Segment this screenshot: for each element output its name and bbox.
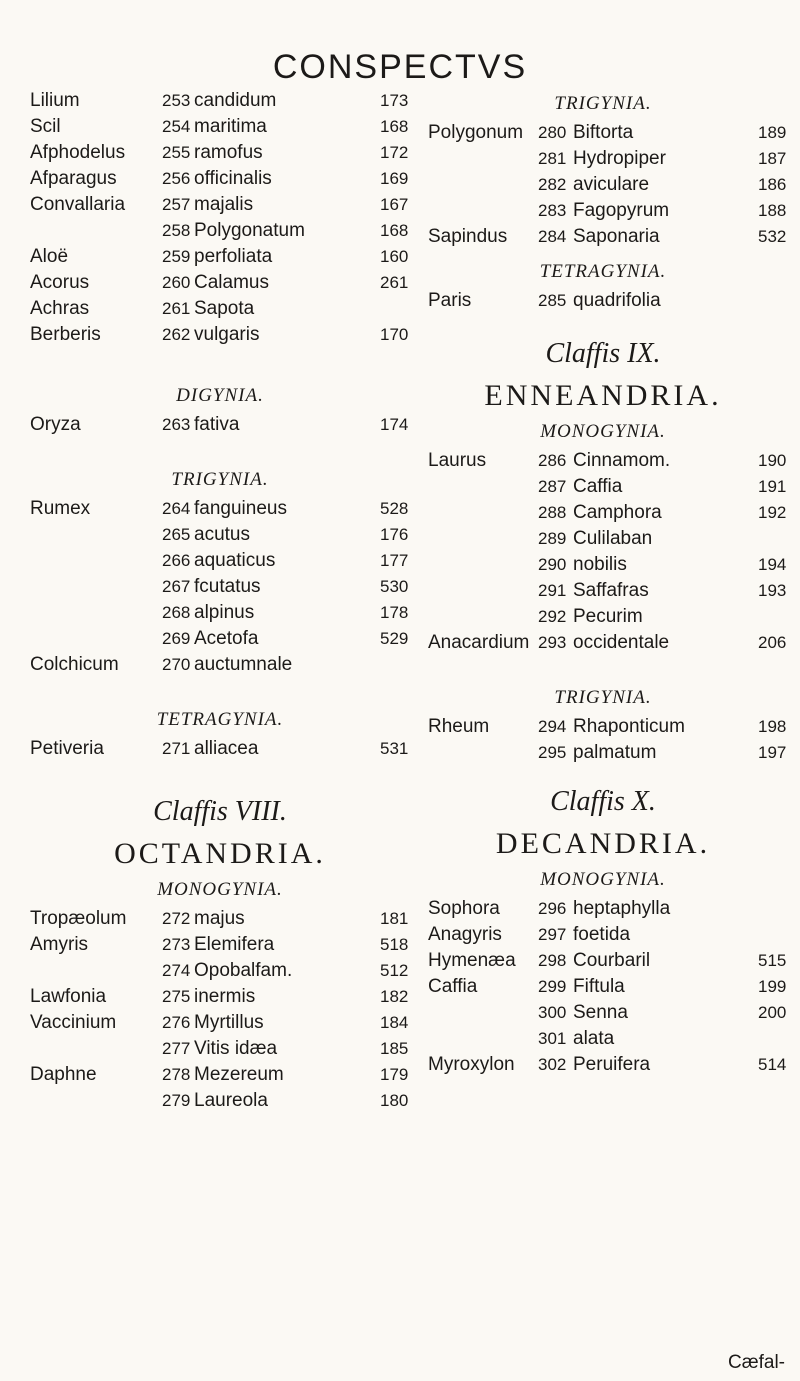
- species-name: Laureola: [194, 1090, 268, 1111]
- species-name: auctumnale: [194, 654, 293, 675]
- genus-name: Sophora: [428, 898, 500, 919]
- entry-row: [428, 1052, 787, 1078]
- species-name: acutus: [194, 524, 250, 545]
- page-number: 194: [758, 555, 787, 574]
- genus-name: Oryza: [30, 414, 81, 435]
- left-column: [30, 88, 410, 1114]
- entry-number: 290: [538, 555, 567, 574]
- entry-number: 267: [162, 577, 191, 596]
- entry-row: [30, 496, 410, 522]
- page-number: 518: [380, 935, 409, 954]
- species-name: perfoliata: [194, 246, 273, 267]
- entry-number: 302: [538, 1055, 567, 1074]
- entry-row: [428, 224, 787, 250]
- entry-number: 301: [538, 1029, 567, 1048]
- species-name: Vitis idæa: [194, 1038, 278, 1059]
- entry-number: 284: [538, 227, 567, 246]
- species-name: Senna: [573, 1002, 628, 1023]
- entry-row: [428, 146, 787, 172]
- species-name: Calamus: [194, 272, 269, 293]
- genus-name: Colchicum: [30, 654, 119, 675]
- species-name: Pecurim: [573, 606, 643, 627]
- entry-number: 265: [162, 525, 191, 544]
- entry-row: [30, 958, 410, 984]
- page-number: 174: [380, 415, 409, 434]
- genus-name: Rumex: [30, 498, 91, 519]
- genus-name: Achras: [30, 298, 90, 319]
- species-name: fcutatus: [194, 576, 261, 597]
- page-header: CONSPECTVS: [272, 48, 528, 86]
- page-number: 531: [380, 739, 409, 758]
- entry-row: [30, 1010, 410, 1036]
- genus-name: Rheum: [428, 716, 490, 737]
- entry-row: [428, 172, 787, 198]
- page-number: 514: [758, 1055, 787, 1074]
- entry-row: [428, 714, 787, 740]
- page-number: 169: [380, 169, 409, 188]
- genus-name: Berberis: [30, 324, 101, 345]
- entry-row: [30, 1036, 410, 1062]
- species-name: vulgaris: [194, 324, 260, 345]
- spacer: [428, 314, 778, 332]
- page-number: 172: [380, 143, 409, 162]
- species-name: Elemifera: [194, 934, 275, 955]
- genus-name: Hymenæa: [428, 950, 516, 971]
- genus-name: Tropæolum: [30, 908, 127, 929]
- page-number: 180: [380, 1091, 409, 1110]
- section-heading: TETRAGYNIA.: [539, 261, 667, 282]
- entry-number: 255: [162, 143, 191, 162]
- entry-number: 259: [162, 247, 191, 266]
- entry-number: 253: [162, 91, 191, 110]
- page-number: 190: [758, 451, 787, 470]
- entry-row: [428, 526, 778, 552]
- page-number: 168: [380, 117, 409, 136]
- entry-row: [30, 548, 410, 574]
- species-name: alata: [573, 1028, 615, 1049]
- genus-name: Amyris: [30, 934, 89, 955]
- entry-row: [30, 412, 410, 438]
- species-name: Cinnamom.: [573, 450, 671, 471]
- entry-row: [428, 948, 787, 974]
- page-number: 182: [380, 987, 409, 1006]
- entry-number: 263: [162, 415, 191, 434]
- spacer: [428, 766, 778, 780]
- entry-number: 296: [538, 899, 567, 918]
- species-name: majalis: [194, 194, 254, 215]
- page-number: 528: [380, 499, 409, 518]
- entry-row: [30, 88, 410, 114]
- species-name: alliacea: [194, 738, 259, 759]
- species-name: candidum: [194, 90, 277, 111]
- species-name: aviculare: [573, 174, 650, 195]
- species-name: officinalis: [194, 168, 272, 189]
- page-number: 515: [758, 951, 787, 970]
- entry-number: 285: [538, 291, 567, 310]
- page-number: 197: [758, 743, 787, 762]
- entry-row: [428, 922, 778, 948]
- genus-name: Laurus: [428, 450, 487, 471]
- species-name: Courbaril: [573, 950, 651, 971]
- page-number: 199: [758, 977, 787, 996]
- entry-row: [30, 906, 410, 932]
- genus-name: Vaccinium: [30, 1012, 117, 1033]
- species-name: majus: [194, 908, 245, 929]
- species-name: quadrifolia: [573, 290, 661, 311]
- entry-number: 273: [162, 935, 191, 954]
- class-number-heading: Claffis IX.: [545, 338, 661, 369]
- entry-row: [428, 740, 787, 766]
- page-number: 167: [380, 195, 409, 214]
- entry-number: 269: [162, 629, 191, 648]
- species-name: alpinus: [194, 602, 255, 623]
- right-column: [428, 88, 787, 1078]
- section-heading: TRIGYNIA.: [554, 93, 652, 114]
- page-number: 200: [758, 1003, 787, 1022]
- entry-row: [428, 1000, 787, 1026]
- entry-number: 277: [162, 1039, 191, 1058]
- species-name: inermis: [194, 986, 256, 1007]
- entry-row: [30, 626, 410, 652]
- page-number: 185: [380, 1039, 409, 1058]
- genus-name: Paris: [428, 290, 472, 311]
- species-name: Culilaban: [573, 528, 653, 549]
- entry-row: [30, 1062, 410, 1088]
- page-number: 160: [380, 247, 409, 266]
- genus-name: Anagyris: [428, 924, 502, 945]
- species-name: palmatum: [573, 742, 657, 763]
- species-name: Caffia: [573, 476, 623, 497]
- genus-name: Sapindus: [428, 226, 508, 247]
- catchword: Cæfal-: [728, 1352, 786, 1373]
- species-name: occidentale: [573, 632, 670, 653]
- species-name: Sapota: [194, 298, 255, 319]
- entry-number: 275: [162, 987, 191, 1006]
- species-name: Polygonatum: [194, 220, 305, 241]
- entry-row: [428, 630, 787, 656]
- genus-name: Aloë: [30, 246, 69, 267]
- entry-number: 256: [162, 169, 191, 188]
- species-name: Opobalfam.: [194, 960, 293, 981]
- entry-row: [428, 198, 787, 224]
- entry-number: 254: [162, 117, 191, 136]
- species-name: Camphora: [573, 502, 662, 523]
- species-name: Fiftula: [573, 976, 625, 997]
- class-name-heading: OCTANDRIA.: [114, 837, 326, 870]
- species-name: maritima: [194, 116, 267, 137]
- page-number: 532: [758, 227, 787, 246]
- entry-row: [30, 736, 410, 762]
- spacer: [30, 678, 410, 704]
- page-number: 176: [380, 525, 409, 544]
- entry-number: 260: [162, 273, 191, 292]
- page-number: 179: [380, 1065, 409, 1084]
- entry-number: 281: [538, 149, 567, 168]
- entry-row: [428, 474, 787, 500]
- entry-number: 268: [162, 603, 191, 622]
- species-name: Myrtillus: [194, 1012, 264, 1033]
- entry-number: 274: [162, 961, 191, 980]
- class-number-heading: Claffis X.: [550, 786, 656, 817]
- entry-number: 272: [162, 909, 191, 928]
- entry-number: 289: [538, 529, 567, 548]
- section-heading: TETRAGYNIA.: [156, 709, 284, 730]
- entry-row: [428, 500, 787, 526]
- genus-name: Afparagus: [30, 168, 117, 189]
- genus-name: Petiveria: [30, 738, 104, 759]
- section-heading: MONOGYNIA.: [540, 869, 666, 890]
- entry-number: 276: [162, 1013, 191, 1032]
- genus-name: Afphodelus: [30, 142, 126, 163]
- page-number: 529: [380, 629, 409, 648]
- entry-number: 294: [538, 717, 567, 736]
- page-number: 177: [380, 551, 409, 570]
- species-name: Peruifera: [573, 1054, 651, 1075]
- entry-number: 266: [162, 551, 191, 570]
- entry-number: 286: [538, 451, 567, 470]
- species-name: Acetofa: [194, 628, 259, 649]
- genus-name: Acorus: [30, 272, 90, 293]
- page-number: 193: [758, 581, 787, 600]
- spacer: [30, 348, 410, 380]
- class-number-heading: Claffis VIII.: [153, 796, 287, 827]
- entry-row: [30, 932, 410, 958]
- entry-number: 262: [162, 325, 191, 344]
- species-name: fativa: [194, 414, 240, 435]
- entry-row: [30, 1088, 410, 1114]
- entry-row: [30, 166, 410, 192]
- entry-row: [30, 574, 410, 600]
- entry-number: 292: [538, 607, 567, 626]
- species-name: Saffafras: [573, 580, 649, 601]
- species-name: Biftorta: [573, 122, 634, 143]
- page-number: 168: [380, 221, 409, 240]
- page-number: 512: [380, 961, 409, 980]
- section-heading: TRIGYNIA.: [554, 687, 652, 708]
- page-number: 181: [380, 909, 409, 928]
- genus-name: Convallaria: [30, 194, 126, 215]
- section-heading: MONOGYNIA.: [157, 879, 283, 900]
- entry-row: [428, 974, 787, 1000]
- entry-row: [30, 322, 410, 348]
- species-name: fanguineus: [194, 498, 287, 519]
- class-name-heading: ENNEANDRIA.: [484, 379, 722, 412]
- class-name-heading: DECANDRIA.: [495, 827, 711, 860]
- page-number: 187: [758, 149, 787, 168]
- entry-row: [30, 600, 410, 626]
- species-name: Rhaponticum: [573, 716, 685, 737]
- genus-name: Polygonum: [428, 122, 524, 143]
- entry-row: [428, 896, 778, 922]
- page-number: 173: [380, 91, 409, 110]
- section-heading: DIGYNIA.: [176, 385, 264, 406]
- page-number: 530: [380, 577, 409, 596]
- entry-row: [30, 114, 410, 140]
- entry-row: [428, 604, 778, 630]
- page-number: 188: [758, 201, 787, 220]
- species-name: heptaphylla: [573, 898, 671, 919]
- page-number: 206: [758, 633, 787, 652]
- species-name: Hydropiper: [573, 148, 666, 169]
- entry-number: 298: [538, 951, 567, 970]
- entry-number: 258: [162, 221, 191, 240]
- entry-row: [428, 448, 787, 474]
- entry-row: [30, 244, 410, 270]
- page-number: 184: [380, 1013, 409, 1032]
- genus-name: Caffia: [428, 976, 478, 997]
- page-number: 186: [758, 175, 787, 194]
- species-name: Mezereum: [194, 1064, 284, 1085]
- genus-name: Lilium: [30, 90, 80, 111]
- entry-number: 279: [162, 1091, 191, 1110]
- species-name: Saponaria: [573, 226, 660, 247]
- page-number: 198: [758, 717, 787, 736]
- entry-number: 261: [162, 299, 191, 318]
- page-number: 192: [758, 503, 787, 522]
- entry-number: 287: [538, 477, 567, 496]
- species-name: nobilis: [573, 554, 627, 575]
- species-name: aquaticus: [194, 550, 276, 571]
- page-number: 189: [758, 123, 787, 142]
- entry-number: 264: [162, 499, 191, 518]
- spacer: [428, 656, 778, 682]
- entry-row: [428, 120, 787, 146]
- species-name: foetida: [573, 924, 631, 945]
- entry-number: 295: [538, 743, 567, 762]
- entry-number: 291: [538, 581, 567, 600]
- entry-row: [428, 1026, 778, 1052]
- genus-name: Anacardium: [428, 632, 530, 653]
- page-number: 170: [380, 325, 409, 344]
- species-name: ramofus: [194, 142, 263, 163]
- genus-name: Myroxylon: [428, 1054, 515, 1075]
- entry-row: [30, 652, 410, 678]
- page-number: 178: [380, 603, 409, 622]
- entry-number: 270: [162, 655, 191, 674]
- entry-number: 278: [162, 1065, 191, 1084]
- entry-row: [428, 288, 778, 314]
- entry-row: [30, 270, 410, 296]
- entry-row: [30, 192, 410, 218]
- entry-number: 283: [538, 201, 567, 220]
- entry-number: 293: [538, 633, 567, 652]
- entry-row: [428, 578, 787, 604]
- entry-row: [428, 552, 787, 578]
- entry-row: [30, 140, 410, 166]
- entry-number: 282: [538, 175, 567, 194]
- page-number: 191: [758, 477, 787, 496]
- entry-number: 271: [162, 739, 191, 758]
- genus-name: Scil: [30, 116, 61, 137]
- entry-number: 300: [538, 1003, 567, 1022]
- entry-row: [30, 984, 410, 1010]
- entry-row: [30, 218, 410, 244]
- entry-number: 288: [538, 503, 567, 522]
- entry-row: [30, 296, 410, 322]
- spacer: [30, 438, 410, 464]
- entry-number: 280: [538, 123, 567, 142]
- section-heading: TRIGYNIA.: [171, 469, 269, 490]
- species-name: Fagopyrum: [573, 200, 670, 221]
- entry-number: 299: [538, 977, 567, 996]
- genus-name: Lawfonia: [30, 986, 107, 1007]
- spacer: [30, 762, 410, 790]
- section-heading: MONOGYNIA.: [540, 421, 666, 442]
- entry-number: 257: [162, 195, 191, 214]
- page-number: 261: [380, 273, 409, 292]
- entry-row: [30, 522, 410, 548]
- genus-name: Daphne: [30, 1064, 97, 1085]
- entry-number: 297: [538, 925, 567, 944]
